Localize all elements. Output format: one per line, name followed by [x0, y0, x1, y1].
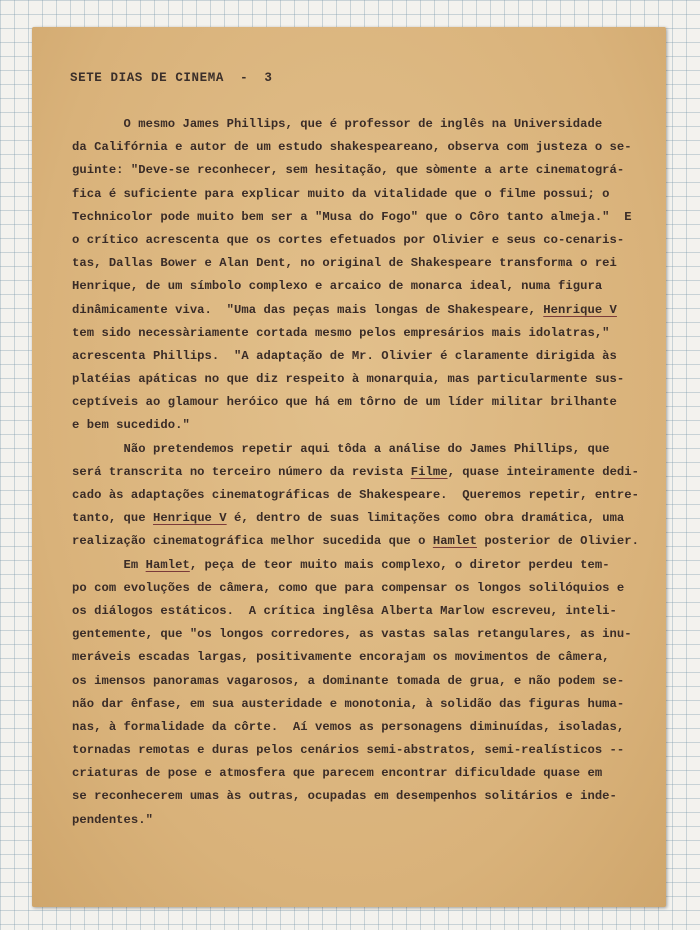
text-segment: tas, Dallas Bower e Alan Dent, no original de Shakespeare transforma o rei — [72, 256, 617, 271]
text-segment: não dar ênfase, em sua austeridade e monotonia, à solidão das figuras huma- — [72, 696, 625, 711]
text-segment: Em — [72, 557, 146, 572]
text-segment: cado às adaptações cinematográficas de Shakespeare. Queremos repetir, entre- — [72, 488, 640, 502]
text-line — [72, 229, 638, 252]
text-line — [72, 577, 638, 600]
underlined-title: Hamlet — [432, 534, 478, 549]
text-line — [72, 113, 638, 136]
text-line — [72, 554, 638, 577]
underlined-title: Hamlet — [145, 557, 190, 572]
text-line — [72, 461, 638, 484]
text-segment: será transcrita no terceiro número da revista — [72, 464, 411, 479]
text-segment: nas, à formalidade da côrte. Aí vemos as personagens diminuídas, isoladas, — [72, 719, 625, 734]
text-segment: criaturas de pose e atmosfera que parecem encontrar dificuldade quase em — [72, 766, 603, 781]
text-line — [72, 299, 638, 322]
text-line — [72, 345, 638, 368]
page-header: SETE DIAS DE CINEMA - 3 — [70, 71, 273, 85]
text-segment: meráveis escadas largas, positivamente encorajam os movimentos de câmera, — [72, 650, 610, 665]
text-segment: O mesmo James Phillips, que é professor de inglês na Universidade — [72, 117, 603, 131]
text-segment: os diálogos estáticos. A crítica inglêsa Alberta Marlow escreveu, inteli- — [72, 603, 617, 618]
text-segment: se reconhecerem umas às outras, ocupadas em desempenhos solitários e inde- — [72, 789, 617, 804]
text-line — [72, 159, 638, 182]
text-segment: e bem sucedido." — [72, 418, 190, 433]
text-segment: posterior de Olivier. — [477, 534, 640, 549]
body-text — [72, 113, 638, 832]
text-line — [72, 530, 638, 553]
text-segment: tanto, que — [72, 511, 154, 526]
text-segment: da Califórnia e autor de um estudo shakespeareano, observa com justeza o se- — [72, 140, 632, 155]
text-segment: tornadas remotas e duras pelos cenários semi-abstratos, semi-realísticos -- — [72, 743, 625, 758]
text-segment: Henrique, de um símbolo complexo e arcaico de monarca ideal, numa figura — [72, 279, 603, 294]
text-line — [72, 670, 638, 693]
text-line — [72, 275, 638, 298]
text-line — [72, 368, 638, 391]
text-line — [72, 785, 638, 808]
text-segment: Technicolor pode muito bem ser a "Musa do Fogo" que o Côro tanto almeja." E — [72, 209, 632, 224]
text-line — [72, 762, 638, 785]
text-segment: guinte: "Deve-se reconhecer, sem hesitação, que sòmente a arte cinematográ- — [72, 163, 625, 178]
text-line — [72, 600, 638, 623]
text-line — [72, 646, 638, 669]
underlined-title: Henrique V — [153, 511, 227, 526]
text-line — [72, 623, 638, 646]
text-line — [72, 739, 638, 762]
text-line — [72, 183, 638, 206]
text-segment: , peça de teor muito mais complexo, o diretor perdeu tem- — [189, 557, 610, 572]
text-line — [72, 716, 638, 739]
text-segment: gentemente, que "os longos corredores, as vastas salas retangulares, as inu- — [72, 627, 632, 642]
text-line — [72, 322, 638, 345]
text-segment: tem sido necessàriamente cortada mesmo pelos empresários mais idolatras," — [72, 325, 610, 340]
text-segment: po com evoluções de câmera, como que para compensar os longos solilóquios e — [72, 580, 625, 595]
text-segment: os imensos panoramas vagarosos, a dominante tomada de grua, e não podem se- — [72, 673, 625, 688]
text-line — [72, 507, 638, 530]
text-segment: , quase inteiramente dedi- — [447, 464, 640, 479]
text-segment: ceptíveis ao glamour heróico que há em tôrno de um líder militar brilhante — [72, 395, 617, 410]
underlined-title: Filme — [410, 464, 448, 479]
text-segment: dinâmicamente viva. "Uma das peças mais longas de Shakespeare, — [72, 302, 544, 317]
text-line — [72, 391, 638, 414]
text-line — [72, 252, 638, 275]
text-segment: pendentes." — [72, 812, 154, 827]
text-line — [72, 693, 638, 716]
text-line — [72, 414, 638, 437]
document-page — [32, 27, 666, 907]
text-segment: fica é suficiente para explicar muito da vitalidade que o filme possui; o — [72, 186, 610, 201]
underlined-title: Henrique V — [543, 302, 617, 317]
text-segment: Não pretendemos repetir aqui tôda a análise do James Phillips, que — [72, 441, 610, 456]
text-line — [72, 809, 638, 832]
text-segment: acrescenta Phillips. "A adaptação de Mr. Olivier é claramente dirigida às — [72, 348, 617, 363]
text-segment: realização cinematográfica melhor sucedida que o — [72, 534, 433, 549]
text-line — [72, 136, 638, 159]
text-segment: platéias apáticas no que diz respeito à monarquia, mas particularmente sus- — [72, 372, 625, 387]
text-line — [72, 484, 638, 507]
text-segment: é, dentro de suas limitações como obra dramática, uma — [226, 511, 625, 526]
text-segment: o crítico acrescenta que os cortes efetuados por Olivier e seus co-cenaris- — [72, 232, 625, 247]
text-line — [72, 206, 638, 229]
text-line — [72, 438, 638, 461]
